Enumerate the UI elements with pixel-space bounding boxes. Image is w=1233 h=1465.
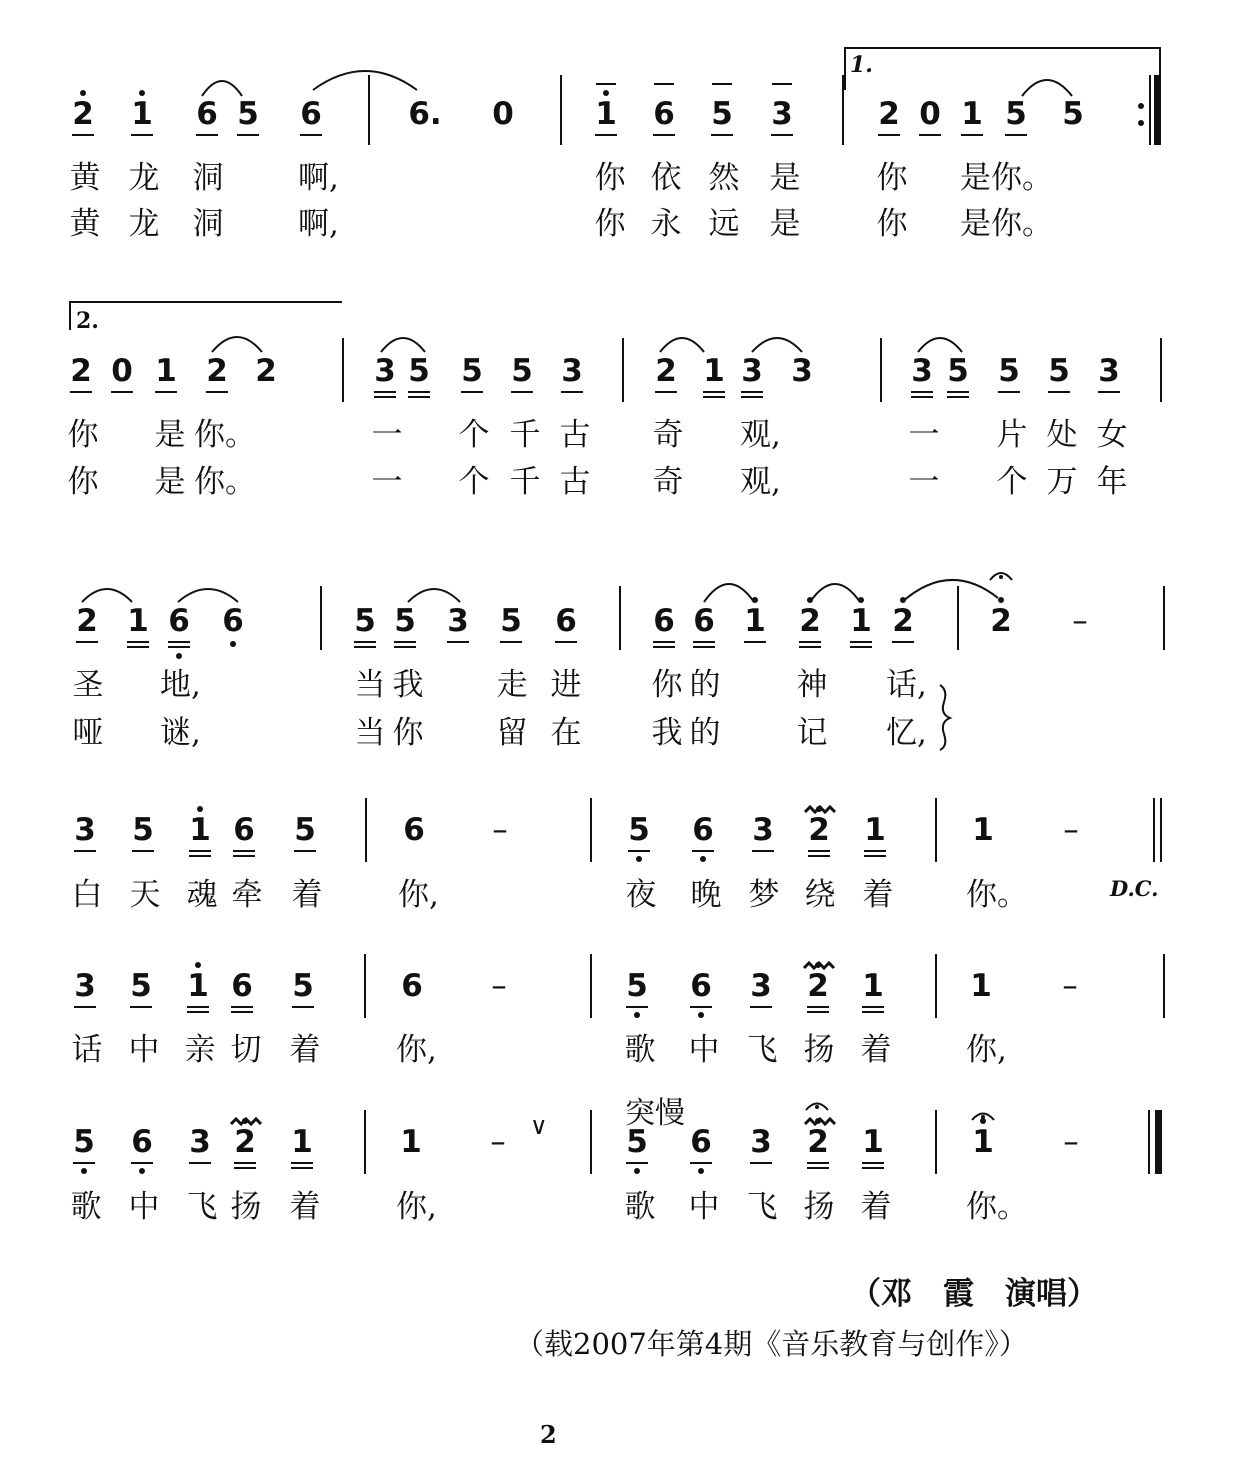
lyric: 中: [688, 1032, 720, 1068]
lyric: 个: [996, 464, 1028, 500]
lyric: 洞: [192, 206, 224, 242]
lyric: 观,: [740, 417, 781, 453]
note: 2: [803, 1124, 833, 1160]
lyric: 你: [67, 417, 99, 453]
performer-credit: （邓 霞 演唱）: [850, 1276, 1098, 1312]
lyric: 晚: [690, 877, 722, 913]
lyric: 亲: [184, 1032, 216, 1068]
lyric: 忆,: [886, 715, 927, 751]
note: 6: [218, 603, 248, 639]
lyric: 奇: [652, 417, 684, 453]
extension-dash: –: [1063, 1124, 1079, 1160]
lyric: 啊,: [298, 160, 339, 196]
note: 3: [557, 353, 587, 389]
note: 1: [183, 968, 213, 1004]
note: 2: [874, 96, 904, 132]
lyric: 着: [289, 1032, 321, 1068]
final-barline: [1148, 1110, 1150, 1174]
note: 6: [127, 1124, 157, 1160]
source-credit: （载2007年第4期《音乐教育与创作》）: [515, 1327, 1028, 1361]
lyric: 千: [509, 464, 541, 500]
note: 1: [287, 1124, 317, 1160]
breath-mark: ∨: [530, 1112, 548, 1140]
lyric: 你,: [398, 877, 439, 913]
lyric: 一: [371, 464, 403, 500]
lyric: 你: [594, 160, 626, 196]
note: 5: [994, 353, 1024, 389]
lyric: 依: [650, 160, 682, 196]
lyric: 着: [291, 877, 323, 913]
note: 5: [1044, 353, 1074, 389]
note: 1: [123, 603, 153, 639]
lyric: 你,: [966, 1032, 1007, 1068]
note: 2: [803, 968, 833, 1004]
lyric: 扬: [803, 1032, 835, 1068]
note: 1: [972, 812, 994, 848]
lyric: 记: [796, 715, 828, 751]
note: 3: [748, 812, 778, 848]
lyric: 话: [71, 1032, 103, 1068]
note: 5: [404, 353, 434, 389]
note: 5: [943, 353, 973, 389]
low-octave-dot: [698, 1168, 704, 1174]
underline: [862, 1167, 884, 1169]
note: 1: [860, 812, 890, 848]
note: 1: [846, 603, 876, 639]
lyric: 你: [876, 160, 908, 196]
high-octave-dot: [242, 1118, 248, 1124]
note: 5: [707, 96, 737, 132]
note: 2: [986, 603, 1016, 639]
note: 6: [649, 96, 679, 132]
lyric: 一: [371, 417, 403, 453]
lyric: 你: [594, 206, 626, 242]
underline: [626, 1162, 648, 1164]
low-octave-dot: [81, 1168, 87, 1174]
lyric: 你: [876, 206, 908, 242]
lyric: 年: [1096, 464, 1128, 500]
note: 1: [185, 812, 215, 848]
lyric: 然: [708, 160, 740, 196]
lyric: 你,: [396, 1032, 437, 1068]
note: 6: [401, 968, 423, 1004]
lyric: 天: [129, 877, 161, 913]
lyric: 中: [688, 1189, 720, 1225]
note: 2: [72, 603, 102, 639]
lyric: 神: [796, 667, 828, 703]
lyric: 圣: [72, 667, 104, 703]
lyric: 奇: [652, 464, 684, 500]
note: 6: [688, 812, 718, 848]
note: 5: [622, 1124, 652, 1160]
lyric: 歌: [70, 1189, 102, 1225]
lyric: 你: [392, 715, 424, 751]
lyric: 你。: [966, 1189, 1028, 1225]
lyric: 着: [860, 1032, 892, 1068]
note: 1: [970, 968, 992, 1004]
lyric: 你。: [194, 464, 256, 500]
lyric: 走: [496, 667, 528, 703]
lyric: 歌: [624, 1189, 656, 1225]
lyric: 歌: [624, 1032, 656, 1068]
extension-dash: –: [1072, 603, 1088, 639]
note: 2: [804, 812, 834, 848]
underline: [73, 1162, 95, 1164]
note: 5: [457, 353, 487, 389]
note: 6: [551, 603, 581, 639]
note: 2: [651, 353, 681, 389]
tempo-mark: 突慢: [625, 1096, 685, 1131]
lyric: 洞: [192, 160, 224, 196]
final-barline-thick: [1155, 1110, 1162, 1174]
note: 3: [370, 353, 400, 389]
underline: [807, 1167, 829, 1169]
note: 5: [1001, 96, 1031, 132]
note: 5: [390, 603, 420, 639]
lyric: 我: [392, 667, 424, 703]
note: 6: [192, 96, 222, 132]
low-octave-dot: [139, 1168, 145, 1174]
lyric: 啊,: [298, 206, 339, 242]
note: 5: [128, 812, 158, 848]
lyric: 古: [559, 464, 591, 500]
lyric: 牵: [231, 877, 263, 913]
lyric: 远: [708, 206, 740, 242]
lyric: 白: [71, 877, 103, 913]
lyric: 一: [908, 464, 940, 500]
lyric: 话,: [886, 667, 927, 703]
underline: [291, 1162, 313, 1164]
note: 0: [107, 353, 137, 389]
note: 5: [622, 968, 652, 1004]
lyric: 你: [67, 464, 99, 500]
lyric: 当: [354, 667, 386, 703]
lyric: 龙: [128, 206, 160, 242]
note: 1: [400, 1124, 422, 1160]
note: 3: [185, 1124, 215, 1160]
high-octave-dot: [815, 1118, 821, 1124]
barline: [935, 1110, 937, 1174]
lyric: 龙: [128, 160, 160, 196]
underline: [234, 1162, 256, 1164]
note: 6: [164, 603, 194, 639]
lyric: 是你。: [960, 206, 1053, 242]
extension-dash: –: [1062, 968, 1078, 1004]
lyric: 你,: [396, 1189, 437, 1225]
page-number: 2: [540, 1420, 557, 1449]
lyric: 你。: [194, 417, 256, 453]
note: 2: [230, 1124, 260, 1160]
note: 5: [507, 353, 537, 389]
lyric: 个: [458, 417, 490, 453]
note: 2: [795, 603, 825, 639]
note: 1: [858, 1124, 888, 1160]
low-octave-dot: [634, 1168, 640, 1174]
lyric: 飞: [746, 1189, 778, 1225]
note: 1: [740, 603, 770, 639]
lyric: 黄: [69, 160, 101, 196]
lyric: 黄: [69, 206, 101, 242]
extension-dash: –: [1063, 812, 1079, 848]
note: 6: [227, 968, 257, 1004]
note: 6: [649, 603, 679, 639]
note: 3: [737, 353, 767, 389]
dc-mark: D.C.: [1110, 876, 1159, 901]
note: 6.: [408, 96, 442, 132]
note: 5: [126, 968, 156, 1004]
volta-2-label: 2.: [76, 308, 99, 334]
note: 3: [70, 968, 100, 1004]
note: 3: [746, 1124, 776, 1160]
underline: [862, 1162, 884, 1164]
note: 6: [686, 1124, 716, 1160]
underline: [189, 1162, 211, 1164]
lyric: 女: [1096, 417, 1128, 453]
note: 5: [1062, 96, 1084, 132]
underline: [807, 1162, 829, 1164]
barline: [364, 1110, 366, 1174]
note: 0: [915, 96, 945, 132]
volta-1-label: 1.: [850, 52, 873, 78]
lyric: 我: [651, 715, 683, 751]
lyric: 处: [1046, 417, 1078, 453]
note: 3: [443, 603, 473, 639]
note: 6: [686, 968, 716, 1004]
note: 1: [968, 1124, 998, 1160]
lyric: 的: [689, 667, 721, 703]
note: 1: [957, 96, 987, 132]
lyric: 留: [496, 715, 528, 751]
lyric: 进: [550, 667, 582, 703]
note: 1: [131, 96, 153, 132]
lyric: 扬: [803, 1189, 835, 1225]
note: 3: [907, 353, 937, 389]
underline: [690, 1162, 712, 1164]
note: 3: [791, 353, 813, 389]
lyric: 永: [650, 206, 682, 242]
underline: [131, 1162, 153, 1164]
note: 6: [296, 96, 326, 132]
lyric: 着: [862, 877, 894, 913]
lyric: 中: [128, 1189, 160, 1225]
lyric: 着: [289, 1189, 321, 1225]
note: 2: [202, 353, 232, 389]
lyric: 是你。: [960, 160, 1053, 196]
barline: [590, 1110, 592, 1174]
note: 5: [288, 968, 318, 1004]
lyric: 是: [769, 160, 801, 196]
note: 2: [255, 353, 277, 389]
lyric: 在: [550, 715, 582, 751]
note: 3: [767, 96, 797, 132]
lyric: 你。: [966, 877, 1028, 913]
note: 5: [350, 603, 380, 639]
note: 5: [624, 812, 654, 848]
lyric: 是: [154, 417, 186, 453]
lyric: 万: [1046, 464, 1078, 500]
lyric: 观,: [740, 464, 781, 500]
lyric: 一: [908, 417, 940, 453]
lyric: 魂: [186, 877, 218, 913]
extension-dash: –: [491, 968, 507, 1004]
note: 6: [689, 603, 719, 639]
note: 5: [233, 96, 263, 132]
extension-dash: –: [490, 1124, 506, 1160]
note: 0: [492, 96, 514, 132]
lyric: 着: [860, 1189, 892, 1225]
lyric: 个: [458, 464, 490, 500]
note: 5: [290, 812, 320, 848]
lyric: 飞: [746, 1032, 778, 1068]
note: 2: [72, 96, 94, 132]
note: 1: [699, 353, 729, 389]
high-octave-dot: [980, 1118, 986, 1124]
note: 2: [66, 353, 96, 389]
underline: [750, 1162, 772, 1164]
lyric: 夜: [625, 877, 657, 913]
note: 6: [403, 812, 425, 848]
note: 3: [1094, 353, 1124, 389]
lyric: 切: [230, 1032, 262, 1068]
lyric: 古: [559, 417, 591, 453]
lyric: 的: [689, 715, 721, 751]
extension-dash: –: [492, 812, 508, 848]
lyric: 你: [651, 667, 683, 703]
note: 6: [229, 812, 259, 848]
lyric: 是: [154, 464, 186, 500]
note: 3: [70, 812, 100, 848]
note: 3: [746, 968, 776, 1004]
lyric: 当: [354, 715, 386, 751]
lyric: 是: [769, 206, 801, 242]
note: 2: [888, 603, 918, 639]
note: 5: [496, 603, 526, 639]
lyric: 哑: [72, 715, 104, 751]
lyric: 绕: [804, 877, 836, 913]
note: 1: [151, 353, 181, 389]
lyric: 中: [128, 1032, 160, 1068]
note: 5: [69, 1124, 99, 1160]
lyric: 谜,: [160, 715, 201, 751]
lyric: 飞: [186, 1189, 218, 1225]
underline: [234, 1167, 256, 1169]
note: 1: [595, 96, 617, 132]
lyric: 千: [509, 417, 541, 453]
lyric: 扬: [230, 1189, 262, 1225]
note: 1: [858, 968, 888, 1004]
lyric: 梦: [748, 877, 780, 913]
underline: [291, 1167, 313, 1169]
lyric: 片: [996, 417, 1028, 453]
lyric: 地,: [160, 667, 201, 703]
